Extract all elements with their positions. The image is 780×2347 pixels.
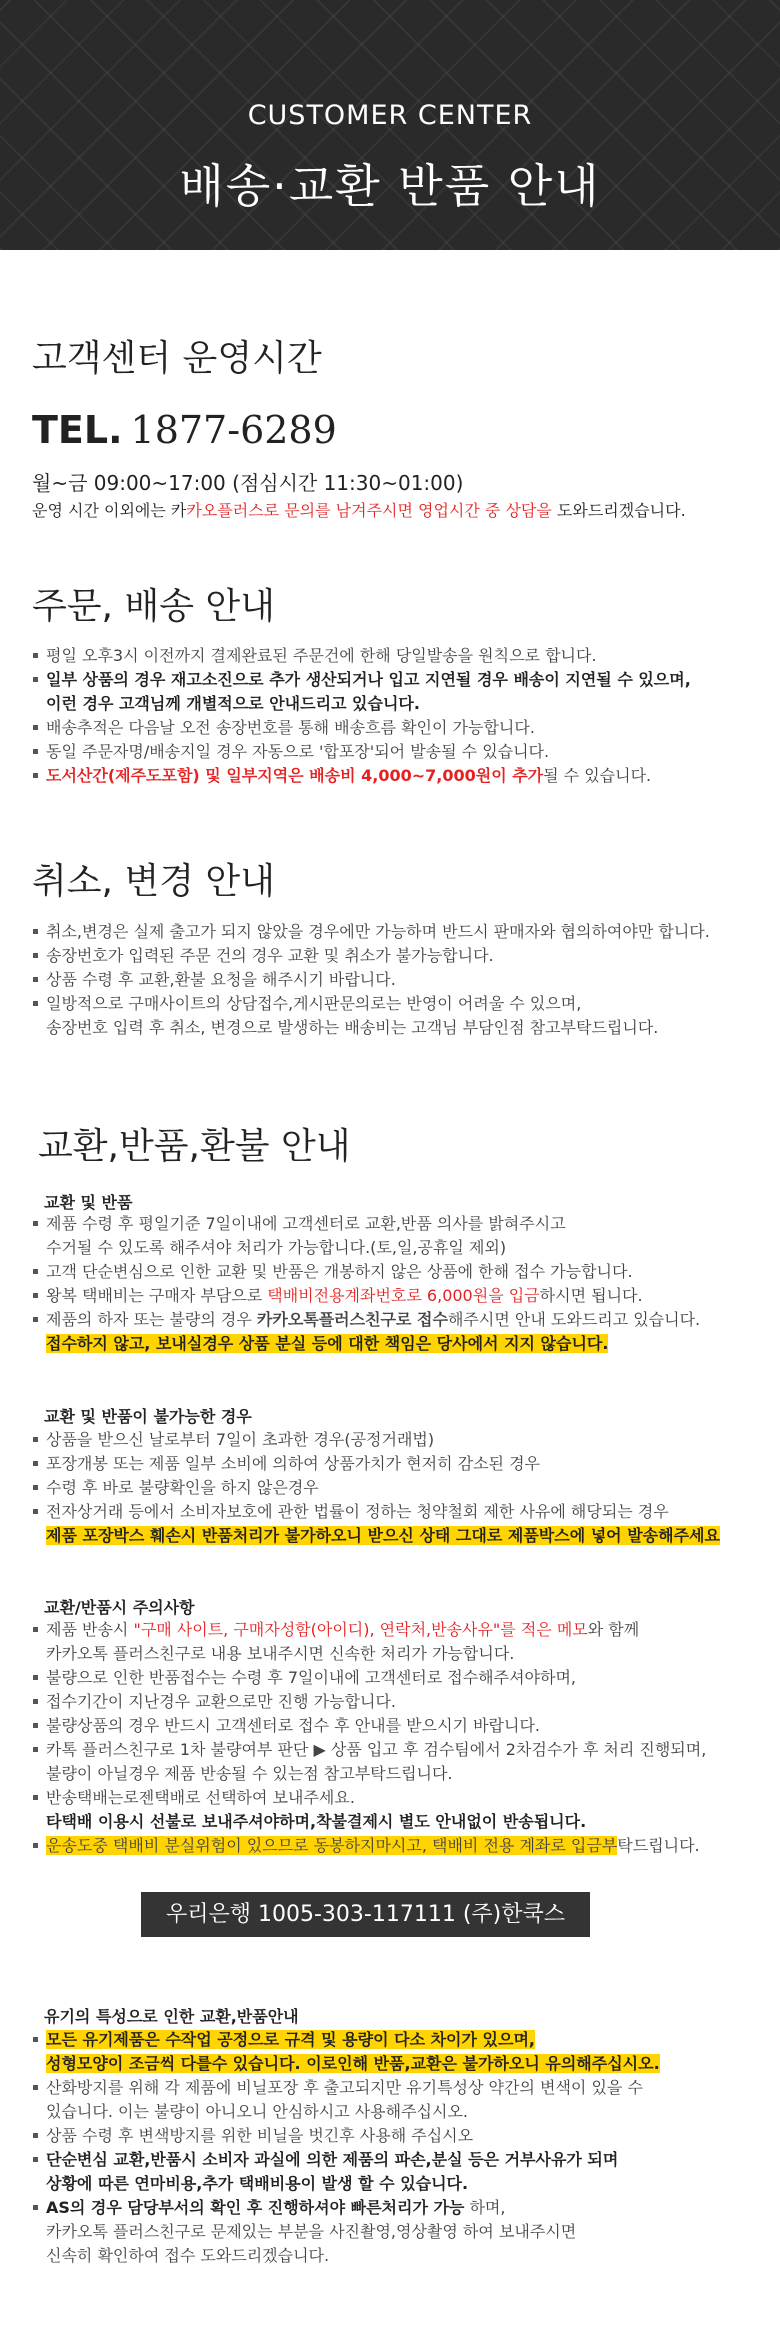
list-item: [32, 1618, 752, 1666]
item-text: 신속히 확인하여 접수 도와드리겠습니다.: [46, 2246, 330, 2265]
list-item: [32, 764, 752, 788]
item-text: 카카오톡 플러스친구로 내용 보내주시면 신속한 처리가 가능합니다.: [46, 1644, 515, 1663]
list-item: 평일 오후3시 이전까지 결제완료된 주문건에 한해 당일발송을 원칙으로 합니다.: [32, 644, 752, 668]
hours-text: 월~금 09:00~17:00 (점심시간 11:30~01:00): [32, 471, 464, 495]
list-item: [32, 2076, 752, 2124]
list-item: 불량상품의 경우 반드시 고객센터로 접수 후 안내를 받으시기 바랍니다.: [32, 1714, 752, 1738]
list-item: [32, 2028, 752, 2076]
not-allowed-title: 교환 및 반품이 불가능한 경우: [44, 1407, 252, 1426]
cancel-title: 취소, 변경 안내: [32, 861, 275, 902]
list-item: [32, 1212, 752, 1260]
item-text: 산화방지를 위해 각 제품에 비닐포장 후 출고되지만 유기특성상 약간의 변색이 있을 수: [46, 2078, 643, 2097]
list-item: 고객 단순변심으로 인한 교환 및 반품은 개봉하지 않은 상품에 한해 접수 가능합니다.: [32, 1260, 752, 1284]
list-item: [32, 992, 752, 1040]
list-item: [32, 2148, 752, 2196]
list-item: 접수기간이 지난경우 교환으로만 진행 가능합니다.: [32, 1690, 752, 1714]
list-item: 포장개봉 또는 제품 일부 소비에 의하여 상품가치가 현저히 감소된 경우: [32, 1452, 752, 1476]
list-item: [32, 1834, 752, 1858]
hero-title: 배송·교환 반품 안내: [179, 159, 601, 213]
list-item: 동일 주문자명/배송지일 경우 자동으로 '합포장'되어 발송될 수 있습니다.: [32, 740, 752, 764]
exchange-list: [32, 1212, 752, 1356]
item-text: 이런 경우 고객님께 개별적으로 안내드리고 있습니다.: [46, 694, 420, 713]
item-text: 제품 반송시: [46, 1620, 134, 1639]
item-text: 불량이 아닐경우 제품 반송될 수 있는점 참고부탁드립니다.: [46, 1764, 453, 1783]
tel-number: 1877-6289: [130, 408, 337, 452]
center-title: 고객센터 운영시간: [32, 338, 322, 379]
item-text: 일부 상품의 경우 재고소진으로 추가 생산되거나 입고 지연될 경우 배송이 지연될 수 있으며,: [46, 670, 691, 689]
highlight-text: 모든 유기제품은 수작업 공정으로 규격 및 용량이 다소 차이가 있으며,: [46, 2030, 535, 2049]
cancel-list: [32, 920, 752, 1040]
item-text: 될 수 있습니다.: [543, 766, 652, 785]
item-red-text: 택배비전용계좌번호로 6,000원을 입금: [267, 1286, 540, 1305]
not-allowed-list: [32, 1428, 752, 1548]
note-text-end: 도와드리겠습니다.: [551, 501, 686, 520]
list-item: [32, 2196, 752, 2268]
item-bold-text: 카카오톡플러스친구로 접수: [256, 1310, 448, 1329]
item-text: 송장번호 입력 후 취소, 변경으로 발생하는 배송비는 고객님 부담인점 참고부탁드립니다.: [46, 1018, 659, 1037]
tel-label: TEL.: [32, 408, 123, 452]
list-item: [32, 1284, 752, 1308]
item-text: 카카오톡 플러스친구로 문제있는 부분을 사진촬영,영상촬영 하여 보내주시면: [46, 2222, 577, 2241]
list-item: [32, 1738, 752, 1786]
list-item: [32, 1332, 752, 1356]
item-text: 하시면 됩니다.: [539, 1286, 643, 1305]
item-red-text: 도서산간(제주도포함) 및 일부지역은 배송비 4,000~7,000원이 추가: [46, 766, 544, 785]
list-item: 불량으로 인한 반품접수는 수령 후 7일이내에 고객센터로 접수해주셔야하며,: [32, 1666, 752, 1690]
organic-title: 유기의 특성으로 인한 교환,반품안내: [44, 2007, 299, 2026]
highlight-text: 제품 포장박스 훼손시 반품처리가 불가하오니 받으신 상태 그대로 제품박스에 넣어 발송해주세요: [46, 1526, 720, 1545]
list-item: 배송추적은 다음날 오전 송장번호를 통해 배송흐름 확인이 가능합니다.: [32, 716, 752, 740]
center-note: [32, 498, 686, 521]
list-item: 송장번호가 입력된 주문 건의 경우 교환 및 취소가 불가능합니다.: [32, 944, 752, 968]
order-list: [32, 644, 752, 788]
list-item: 상품을 받으신 날로부터 7일이 초과한 경우(공정거래법): [32, 1428, 752, 1452]
hero-banner: [0, 0, 780, 250]
item-text: 제품 수령 후 평일기준 7일이내에 고객센터로 교환,반품 의사를 밝혀주시고: [46, 1214, 566, 1233]
list-item: [32, 1786, 752, 1834]
highlight-text: 접수하지 않고, 보내실경우 상품 분실 등에 대한 책임은 당사에서 지지 않습니다.: [46, 1334, 609, 1353]
list-item: 상품 수령 후 변색방지를 위한 비닐을 벗긴후 사용해 주십시오: [32, 2124, 752, 2148]
tel-line: [32, 408, 337, 452]
item-text: 왕복 택배비는 구매자 부담으로: [46, 1286, 268, 1305]
item-text: 반송택배는로젠택배로 선택하여 보내주세요.: [46, 1788, 355, 1807]
list-item: [32, 1308, 752, 1332]
highlight-text: 운송도중 택배비 분실위험이 있으므로 동봉하지마시고, 택배비 전용 계좌로 입금부: [46, 1836, 618, 1855]
caution-title: 교환/반품시 주의사항: [44, 1598, 195, 1617]
list-item: 수령 후 바로 불량확인을 하지 않은경우: [32, 1476, 752, 1500]
note-red-text: 카오플러스로 문의를 남겨주시면 영업시간 중 상담을: [186, 501, 552, 520]
exchange-sub-title: 교환 및 반품: [44, 1193, 133, 1212]
item-text: 있습니다. 이는 불량이 아니오니 안심하시고 사용해주십시오.: [46, 2102, 469, 2121]
order-title: 주문, 배송 안내: [32, 586, 275, 627]
item-red-text: "구매 사이트, 구매자성함(아이디), 연락처,반송사유"를 적은 메모: [133, 1620, 588, 1639]
item-text: 와 함께: [587, 1620, 640, 1639]
caution-list: [32, 1618, 752, 1858]
organic-list: [32, 2028, 752, 2268]
note-text: 운영 시간 이외에는 카: [32, 501, 187, 520]
item-text: 탁드립니다.: [617, 1836, 700, 1855]
list-item: 전자상거래 등에서 소비자보호에 관한 법률이 정하는 청약철회 제한 사유에 해당되는 경우: [32, 1500, 752, 1524]
list-item: 상품 수령 후 교환,환불 요청을 해주시기 바랍니다.: [32, 968, 752, 992]
item-text: 수거될 수 있도록 해주셔야 처리가 가능합니다.(토,일,공휴일 제외): [46, 1238, 507, 1257]
item-text: 일방적으로 구매사이트의 상담접수,게시판문의로는 반영이 어려울 수 있으며,: [46, 994, 582, 1013]
item-text: 하며,: [464, 2198, 506, 2217]
item-text: 단순변심 교환,반품시 소비자 과실에 의한 제품의 파손,분실 등은 거부사유가 되며: [46, 2150, 619, 2169]
list-item: [32, 1524, 752, 1548]
item-text: 카톡 플러스친구로 1차 불량여부 판단 ▶ 상품 입고 후 검수팀에서 2차검수가 후 처리 진행되며,: [46, 1740, 707, 1759]
item-bold-text: AS의 경우 담당부서의 확인 후 진행하셔야 빠른처리가 가능: [46, 2198, 465, 2217]
item-text: 상황에 따른 연마비용,추가 택배비용이 발생 할 수 있습니다.: [46, 2174, 469, 2193]
bank-account-box: 우리은행 1005-303-117111 (주)한쿡스: [141, 1892, 590, 1937]
list-item: [32, 668, 752, 716]
list-item: 취소,변경은 실제 출고가 되지 않았을 경우에만 가능하며 반드시 판매자와 협의하여야만 합니다.: [32, 920, 752, 944]
item-text: 제품의 하자 또는 불량의 경우: [46, 1310, 257, 1329]
highlight-text: 성형모양이 조금씩 다를수 있습니다. 이로인해 반품,교환은 불가하오니 유의해주십시오.: [46, 2054, 660, 2073]
item-bold-text: 타택배 이용시 선불로 보내주셔야하며,착불결제시 별도 안내없이 반송됩니다.: [46, 1812, 587, 1831]
item-text: 해주시면 안내 도와드리고 있습니다.: [447, 1310, 701, 1329]
hero-subtitle: CUSTOMER CENTER: [247, 100, 533, 131]
exchange-title: 교환,반품,환불 안내: [38, 1126, 351, 1167]
